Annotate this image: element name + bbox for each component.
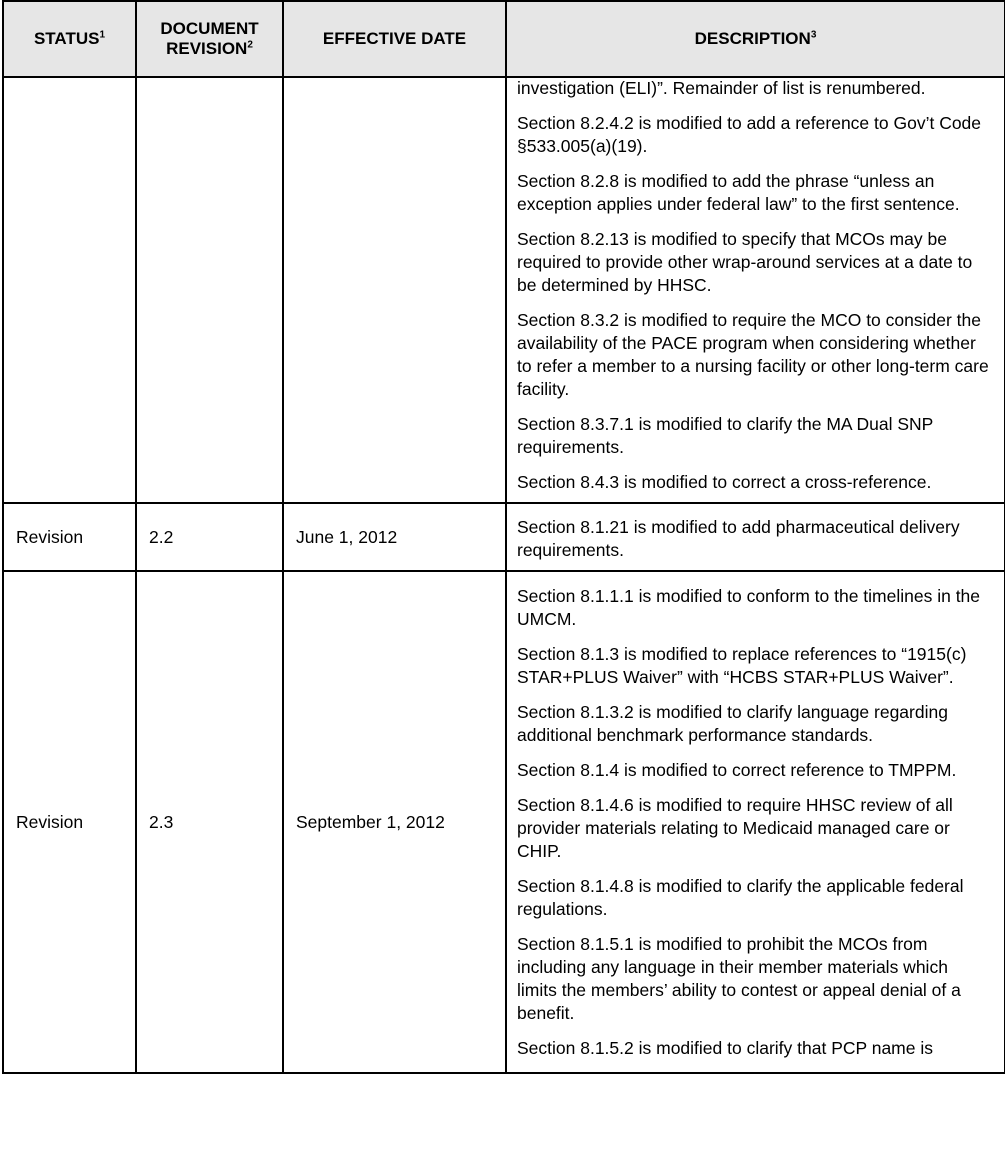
status-cell: Revision xyxy=(3,571,136,1073)
description-paragraph: Section 8.2.8 is modified to add the phrase “unless an exception applies under federal law” to the first sentence. xyxy=(517,171,960,214)
revision-cell: 2.3 xyxy=(136,571,283,1073)
description-cell xyxy=(506,571,1005,1073)
revision-cell: 2.2 xyxy=(136,503,283,571)
description-paragraph: Section 8.1.1.1 is modified to conform to the timelines in the UMCM. xyxy=(517,586,981,629)
description-paragraph: Section 8.1.5.2 is modified to clarify that PCP name is xyxy=(517,1038,933,1058)
description-cell xyxy=(506,77,1005,503)
description-paragraph: Section 8.2.4.2 is modified to add a reference to Gov’t Code §533.005(a)(19). xyxy=(517,113,982,156)
description-paragraph: Section 8.1.4 is modified to correct reference to TMPPM. xyxy=(517,760,957,780)
header-status: STATUS$^1$ xyxy=(3,1,136,77)
description-paragraph: investigation (ELI)”. Remainder of list is renumbered. xyxy=(517,78,926,98)
date-cell: June 1, 2012 xyxy=(283,503,506,571)
description-paragraph: Section 8.1.4.6 is modified to require HHSC review of all provider materials relating to Medicaid managed care or CHIP. xyxy=(517,795,953,861)
description-paragraph: Section 8.1.3 is modified to replace references to “1915(c) STAR+PLUS Waiver” with “HCBS STAR+PLUS Waiver”. xyxy=(517,644,967,687)
status-cell: Revision xyxy=(3,503,136,571)
revision-cell xyxy=(136,77,283,503)
description-cell xyxy=(506,503,1005,571)
date-cell xyxy=(283,77,506,503)
date-cell: September 1, 2012 xyxy=(283,571,506,1073)
description-paragraph: Section 8.1.4.8 is modified to clarify the applicable federal regulations. xyxy=(517,876,964,919)
status-cell xyxy=(3,77,136,503)
header-effective-date: EFFECTIVE DATE xyxy=(283,1,506,77)
table-row xyxy=(3,571,1005,1073)
description-paragraph: Section 8.2.13 is modified to specify that MCOs may be required to provide other wrap-around services at a date to be determined by HHSC. xyxy=(517,229,973,295)
header-description: DESCRIPTION$^3$ xyxy=(506,1,1005,77)
description-paragraph: Section 8.4.3 is modified to correct a cross-reference. xyxy=(517,472,932,492)
revision-history-table xyxy=(2,0,1005,1074)
description-paragraph: Section 8.1.21 is modified to add pharmaceutical delivery requirements. xyxy=(517,517,960,560)
description-paragraph: Section 8.3.2 is modified to require the MCO to consider the availability of the PACE program when considering whether to refer a member to a nursing facility or other long-term care facility. xyxy=(517,310,989,399)
table-row xyxy=(3,503,1005,571)
description-paragraph: Section 8.1.5.1 is modified to prohibit the MCOs from including any language in their member materials which limits the members’ ability to contest or appeal denial of a benefit. xyxy=(517,934,961,1023)
description-paragraph: Section 8.3.7.1 is modified to clarify the MA Dual SNP requirements. xyxy=(517,414,933,457)
description-paragraph: Section 8.1.3.2 is modified to clarify language regarding additional benchmark performance standards. xyxy=(517,702,948,745)
header-document-revision: DOCUMENT REVISION$^2$ xyxy=(136,1,283,77)
table-row xyxy=(3,77,1005,503)
header-row xyxy=(3,1,1005,77)
